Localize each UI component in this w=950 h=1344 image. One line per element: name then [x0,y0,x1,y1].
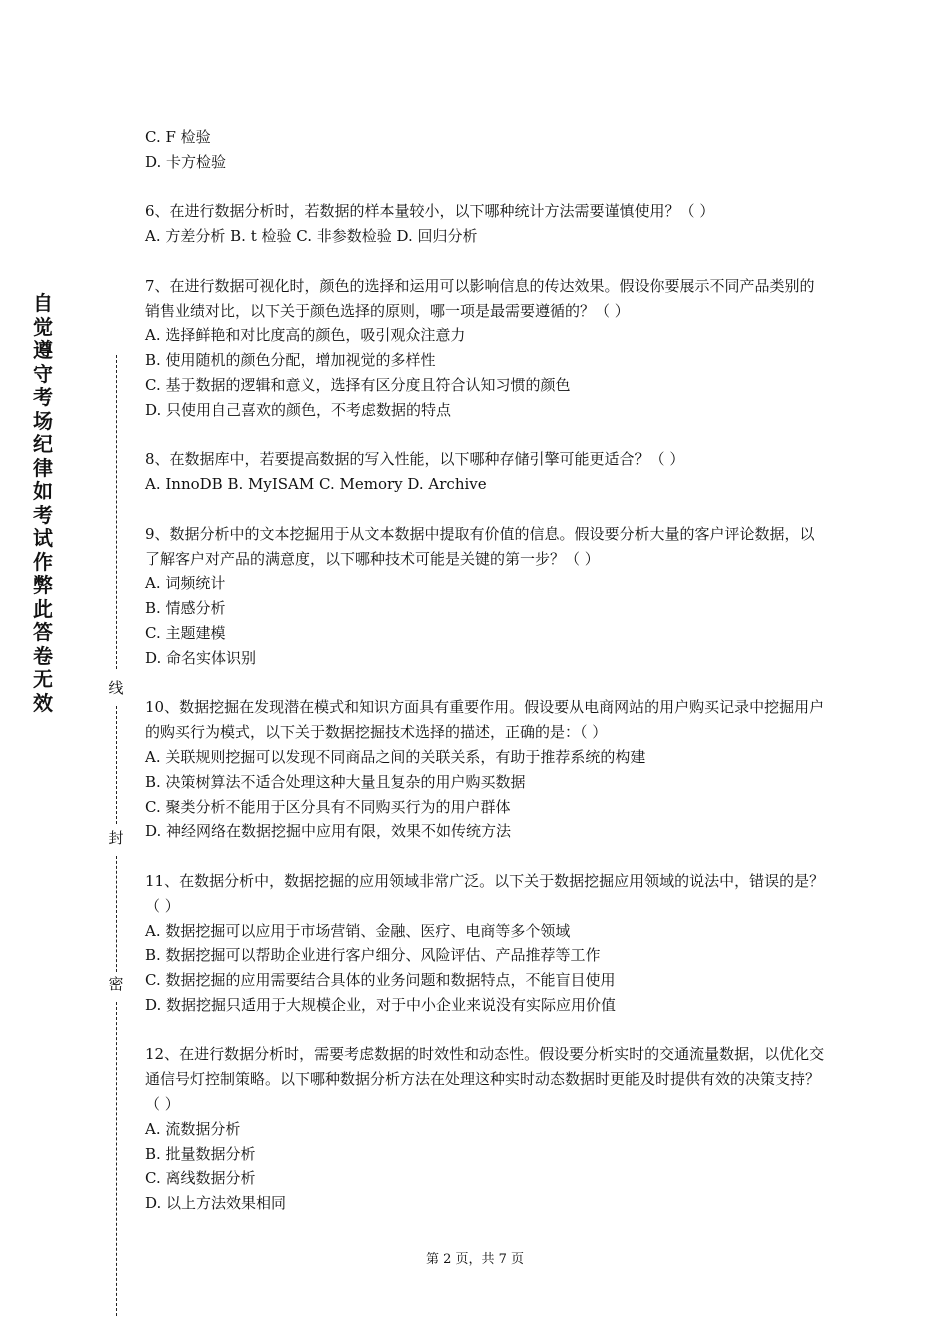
seal-mark-line: 线 [106,678,126,698]
binding-line-segment [116,1002,117,1316]
option: A. 词频统计 [145,574,226,593]
option: C. F 检验 [145,128,211,146]
option: D. 卡方检验 [145,152,227,171]
question-6: 6、在进行数据分析时，若数据的样本量较小，以下哪种统计方法需要谨慎使用？（ ） [145,202,715,221]
question-12: 12、在进行数据分析时，需要考虑数据的时效性和动态性。假设要分析实时的交通流量数据，以优化交通信号灯控制策略。以下哪种数据分析方法在处理这种实时动态数据时更能及时提供有效的决策支持？（ ） [145,1045,825,1114]
option: D. 命名实体识别 [145,648,257,667]
binding-line-segment [116,706,117,824]
option: D. 数据挖掘只适用于大规模企业，对于中小企业来说没有实际应用价值 [145,995,617,1014]
binding-line-segment [116,856,117,972]
option: C. 基于数据的逻辑和意义，选择有区分度且符合认知习惯的颜色 [145,375,571,394]
option: B. 使用随机的颜色分配，增加视觉的多样性 [145,351,436,370]
exam-discipline-notice: 自觉遵守考场纪律如考试作弊此答卷无效 [33,291,53,715]
question-10: 10、数据挖掘在发现潜在模式和知识方面具有重要作用。假设要从电商网站的用户购买记录中挖掘用户的购买行为模式，以下关于数据挖掘技术选择的描述，正确的是：（ ） [145,698,825,742]
binding-line-segment [116,355,117,669]
option: C. 主题建模 [145,623,226,642]
option: B. 情感分析 [145,599,226,618]
option: C. 聚类分析不能用于区分具有不同购买行为的用户群体 [145,797,511,816]
question-7: 7、在进行数据可视化时，颜色的选择和运用可以影响信息的传达效果。假设你要展示不同产品类别的销售业绩对比，以下关于颜色选择的原则，哪一项是最需要遵循的？（ ） [145,276,815,320]
question-8: 8、在数据库中，若要提高数据的写入性能，以下哪种存储引擎可能更适合？（ ） [145,450,685,469]
question-content [145,125,825,1216]
question-11: 11、在数据分析中，数据挖掘的应用领域非常广泛。以下关于数据挖掘应用领域的说法中，错误的是？（ ） [145,871,825,915]
option: A. 数据挖掘可以应用于市场营销、金融、医疗、电商等多个领域 [145,921,571,940]
option: A. 方差分析 B. t 检验 C. 非参数检验 D. 回归分析 [145,227,478,246]
option: C. 离线数据分析 [145,1169,256,1188]
option: B. 数据挖掘可以帮助企业进行客户细分、风险评估、产品推荐等工作 [145,946,601,965]
seal-mark-secret: 密 [106,974,126,994]
option: A. 流数据分析 [145,1119,241,1138]
option: C. 数据挖掘的应用需要结合具体的业务问题和数据特点，不能盲目使用 [145,971,616,990]
question-9: 9、数据分析中的文本挖掘用于从文本数据中提取有价值的信息。假设要分析大量的客户评论数据，以了解客户对产品的满意度，以下哪种技术可能是关键的第一步？（ ） [145,524,815,568]
option: B. 批量数据分析 [145,1144,256,1163]
page-number: 第 2 页，共 7 页 [425,1252,525,1267]
option: B. 决策树算法不适合处理这种大量且复杂的用户购买数据 [145,772,526,791]
option: A. 选择鲜艳和对比度高的颜色，吸引观众注意力 [145,326,466,345]
option: D. 以上方法效果相同 [145,1194,287,1213]
option: D. 只使用自己喜欢的颜色，不考虑数据的特点 [145,400,452,419]
option: A. 关联规则挖掘可以发现不同商品之间的关联关系，有助于推荐系统的构建 [145,747,646,766]
seal-mark-seal: 封 [106,828,126,848]
option: D. 神经网络在数据挖掘中应用有限，效果不如传统方法 [145,822,512,841]
option: A. InnoDB B. MyISAM C. Memory D. Archive [145,475,487,494]
